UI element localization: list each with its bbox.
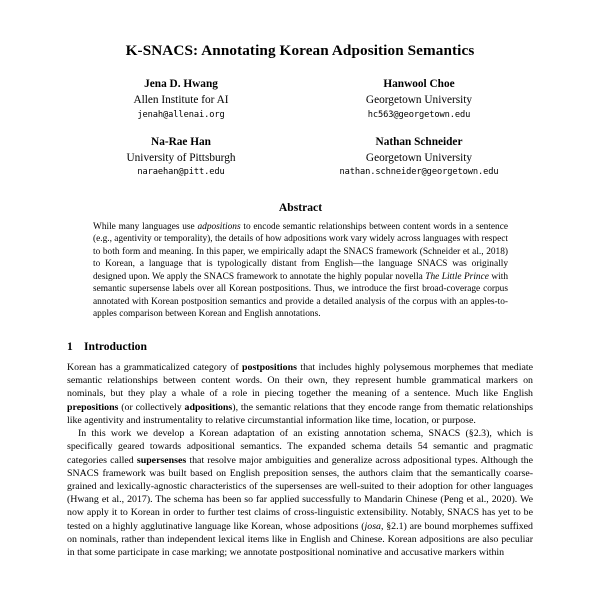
- author-entry: [300, 77, 538, 121]
- author-name: Nathan Schneider: [375, 135, 463, 148]
- author-name: Jena D. Hwang: [144, 78, 218, 91]
- section-heading-introduction: [0, 340, 600, 353]
- author-affiliation: Allen Institute for AI: [133, 93, 229, 106]
- author-entry: [300, 135, 538, 179]
- abstract-text: While many languages use adpositions to encode semantic relationships between content words in a sentence (e.g., agentivity or temporality), the details of how adpositions work vary widely across languages with respect to both form and meaning. In this paper, we empirically adapt the SNACS framework (Schneider et al., 2018) to Korean, a language that is typologically distant from English—the language SNACS was originally designed upon. We apply the SNACS framework to annotate the highly popular novella The Little Prince with semantic supersense labels over all Korean postpositions. Thus, we introduce the first broad-coverage corpus annotated with Korean postposition semantics and provide a detailed analysis of the corpus with an apples-to-apples comparison between Korean and English annotations.: [93, 221, 508, 320]
- author-entry: [62, 135, 300, 179]
- section-body-introduction: [0, 361, 600, 559]
- author-row: [62, 77, 538, 121]
- author-name: Na-Rae Han: [151, 135, 211, 148]
- author-email[interactable]: nathan.schneider@georgetown.edu: [339, 167, 499, 178]
- abstract-section: [0, 201, 600, 322]
- author-name: Hanwool Choe: [383, 78, 455, 91]
- paragraph: Korean has a grammaticalized category of postpositions that includes highly polysemous morphemes that mediate semantic relationships between content words. On their own, they represent humble grammatical markers on nominals, but they play a whale of a role in piecing together the meaning of a sentence. Much like English prepositions (or collectively adpositions), the semantic relations that they encode range from thematic relationships like agentivity and instrumentality to relative circumstantial information like time, location, or purpose.: [67, 362, 533, 426]
- author-affiliation: Georgetown University: [365, 151, 473, 164]
- author-email[interactable]: jenah@allenai.org: [137, 109, 225, 120]
- author-affiliation: University of Pittsburgh: [126, 151, 236, 164]
- author-email[interactable]: hc563@georgetown.edu: [367, 109, 471, 120]
- author-row: [62, 135, 538, 179]
- author-email[interactable]: naraehan@pitt.edu: [137, 167, 225, 178]
- author-block: [0, 77, 600, 178]
- section-title: Introduction: [84, 340, 147, 354]
- abstract-heading: Abstract: [278, 200, 323, 214]
- paper-title: K-SNACS: Annotating Korean Adposition Semantics: [125, 42, 475, 59]
- paragraph: In this work we develop a Korean adaptation of an existing annotation schema, SNACS (§2.3), which is specifically geared towards adpositional semantics. The expanded schema details 54 semantic and pragmatic categories called supersenses that resolve major ambiguities and generalize across adpositional types. Although the SNACS framework was built based on English preposition senses, the authors claim that the semantically coarse-grained and lexically-agnostic characteristics of the supersenses are well-suited to their adoption for other languages (Hwang et al., 2017). The schema has been so far applied successfully to Mandarin Chinese (Peng et al., 2020). We now apply it to Korean in order to further test claims of cross-linguistic extensibility. Notably, SNACS has yet to be tested on a highly agglutinative language like Korean, whose adpositions (josa, §2.1) are bound morphemes suffixed on nominals, rather than independent lexical items like in English and Chinese. Korean adpositions are also peculiar in that some participate in case marking; we annotate postpositional nominative and accusative markers within: [67, 428, 533, 559]
- author-entry: [62, 77, 300, 121]
- author-affiliation: Georgetown University: [365, 93, 473, 106]
- section-number: 1: [67, 340, 73, 354]
